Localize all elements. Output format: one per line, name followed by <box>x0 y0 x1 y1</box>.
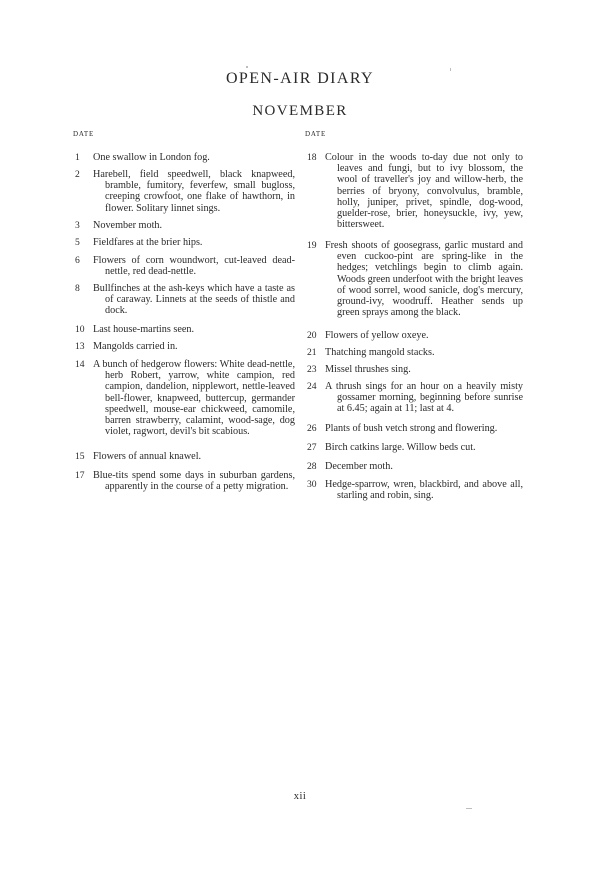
date-column-label: DATE <box>73 130 95 138</box>
entry-text: December moth. <box>325 461 393 472</box>
entry-date: 18 <box>307 152 317 163</box>
diary-entry <box>73 283 295 317</box>
entry-text: Mangolds carried in. <box>93 341 178 352</box>
date-column-label: DATE <box>305 130 327 138</box>
entry-date: 24 <box>307 381 317 392</box>
diary-entry <box>73 169 295 214</box>
diary-entry <box>73 324 295 335</box>
paper-speck <box>466 808 472 809</box>
entry-date: 26 <box>307 423 317 434</box>
entry-text: Bullfinches at the ash-keys which have a taste as of caraway. Linnets at the seeds of thistle and dock. <box>93 283 295 317</box>
right-column <box>305 130 523 502</box>
entry-date: 2 <box>75 169 80 180</box>
entry-date: 14 <box>75 359 85 370</box>
entry-date: 19 <box>307 240 317 251</box>
paper-speck <box>450 68 451 71</box>
diary-entry <box>73 451 295 462</box>
entry-date: 10 <box>75 324 85 335</box>
entry-date: 21 <box>307 347 317 358</box>
entry-text: Harebell, field speedwell, black knapweed, bramble, fumitory, feverfew, small bugloss, creeping crowfoot, one flake of hawthorn, in flower. Solitary linnet sings. <box>93 169 295 214</box>
page-number: xii <box>293 791 307 802</box>
entry-text: A thrush sings for an hour on a heavily misty gossamer morning, beginning before sunrise at 6.45; again at 11; last at 4. <box>325 381 523 415</box>
diary-entry <box>305 381 523 415</box>
entry-text: Missel thrushes sing. <box>325 364 411 375</box>
entry-date: 6 <box>75 255 80 266</box>
entry-text: Fieldfares at the brier hips. <box>93 237 203 248</box>
entry-date: 23 <box>307 364 317 375</box>
diary-entry <box>305 442 523 453</box>
entry-text: One swallow in London fog. <box>93 152 210 163</box>
entry-date: 1 <box>75 152 80 163</box>
diary-entry <box>305 423 523 434</box>
paper-speck <box>246 66 248 68</box>
entry-text: Thatching mangold stacks. <box>325 347 435 358</box>
entry-date: 13 <box>75 341 85 352</box>
entry-text: Plants of bush vetch strong and flowering. <box>325 423 498 434</box>
diary-entry <box>73 341 295 352</box>
entry-date: 27 <box>307 442 317 453</box>
entry-text: Fresh shoots of goosegrass, garlic mustard and even cuckoo-pint are spring-like in the hedges; vetchlings begin to climb again. Woods green underfoot with the bright leaves of wood sorrel, wood sanicle, dog's mercury, ground-ivy, woodruff. Heather sends up green sprays among the black. <box>325 240 523 319</box>
diary-entry <box>305 240 523 318</box>
entry-text: Hedge-sparrow, wren, blackbird, and above all, starling and robin, sing. <box>325 479 523 502</box>
entry-text: November moth. <box>93 220 163 231</box>
diary-entry <box>305 364 523 375</box>
entry-date: 17 <box>75 470 85 481</box>
entry-text: Blue-tits spend some days in suburban gardens, apparently in the course of a petty migration. <box>93 470 295 493</box>
left-column <box>73 130 295 493</box>
entry-text: Flowers of yellow oxeye. <box>325 330 429 341</box>
diary-entry <box>73 359 295 437</box>
entry-text: Flowers of annual knawel. <box>93 451 202 462</box>
entry-date: 5 <box>75 237 80 248</box>
diary-entry <box>305 479 523 501</box>
entry-date: 30 <box>307 479 317 490</box>
page-title: OPEN-AIR DIARY <box>225 70 375 87</box>
month-heading: NOVEMBER <box>252 103 348 119</box>
diary-entry <box>73 220 295 231</box>
diary-entry <box>305 461 523 472</box>
entry-text: Last house-martins seen. <box>93 324 194 335</box>
entry-date: 3 <box>75 220 80 231</box>
diary-entry <box>73 255 295 277</box>
entry-text: Colour in the woods to-day due not only to leaves and fungi, but to ivy blossom, the wool of traveller's joy and willow-herb, the berries of bryony, convolvulus, bramble, holly, juniper, privet, spindle, dog-wood, guelder-rose, brier, honeysuckle, ivy, yew, bittersweet. <box>325 152 523 231</box>
entry-text: Flowers of corn woundwort, cut-leaved dead-nettle, red dead-nettle. <box>93 255 295 278</box>
diary-entry <box>73 152 295 163</box>
entry-date: 20 <box>307 330 317 341</box>
entry-date: 8 <box>75 283 80 294</box>
diary-entry <box>305 347 523 358</box>
diary-entry <box>305 152 523 230</box>
entry-date: 28 <box>307 461 317 472</box>
diary-entry <box>73 470 295 492</box>
diary-entry <box>305 330 523 341</box>
entry-text: Birch catkins large. Willow beds cut. <box>325 442 476 453</box>
entry-text: A bunch of hedgerow flowers: White dead-nettle, herb Robert, yarrow, white campion, red campion, dandelion, nipplewort, nettle-leaved bell-flower, knapweed, buttercup, germander speedwell, mouse-ear chickweed, camomile, barren strawberry, calamint, wood-sage, dog violet, ragwort, devil's bit scabious. <box>93 359 295 438</box>
entry-date: 15 <box>75 451 85 462</box>
diary-entry <box>73 237 295 248</box>
